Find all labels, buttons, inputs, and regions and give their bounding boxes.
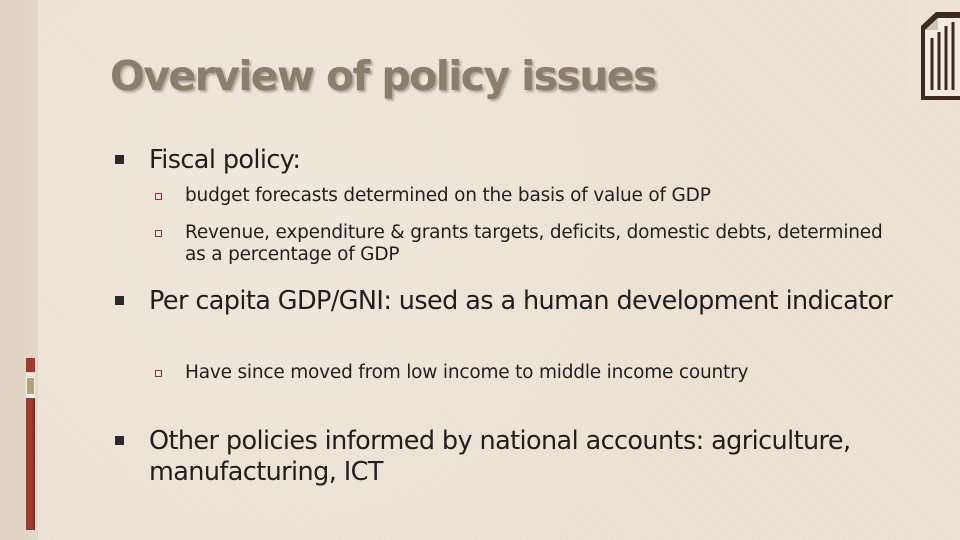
bullet-text: Per capita GDP/GNI: used as a human development indicator — [149, 286, 893, 316]
square-bullet-icon — [115, 296, 124, 305]
bullet-item-level2 — [155, 362, 885, 384]
accent-bar-tan — [27, 378, 34, 394]
bullet-item-level2 — [155, 185, 885, 207]
bullet-item-level2 — [155, 222, 885, 266]
bullet-text: Other policies informed by national accounts: agriculture, manufacturing, ICT — [149, 426, 851, 487]
hollow-square-bullet-icon — [155, 370, 162, 377]
slide-title: Overview of policy issues — [110, 52, 656, 100]
hollow-square-bullet-icon — [155, 193, 162, 200]
bullet-item-level1 — [115, 286, 905, 317]
bullet-text: Fiscal policy: — [149, 145, 301, 175]
bullet-item-level1 — [115, 145, 905, 176]
square-bullet-icon — [115, 436, 124, 445]
square-bullet-icon — [115, 155, 124, 164]
accent-bar-bottom — [26, 398, 35, 530]
accent-bar-divider — [26, 373, 35, 376]
bullet-text: Revenue, expenditure & grants targets, deficits, domestic debts, determined as a percentage of GDP — [185, 222, 883, 265]
accent-bar-top — [26, 358, 35, 372]
bullet-item-level1 — [115, 426, 905, 488]
hollow-square-bullet-icon — [155, 230, 162, 237]
bullet-text: Have since moved from low income to middle income country — [185, 362, 749, 383]
document-stack-icon — [908, 0, 960, 100]
bullet-text: budget forecasts determined on the basis of value of GDP — [185, 185, 711, 206]
